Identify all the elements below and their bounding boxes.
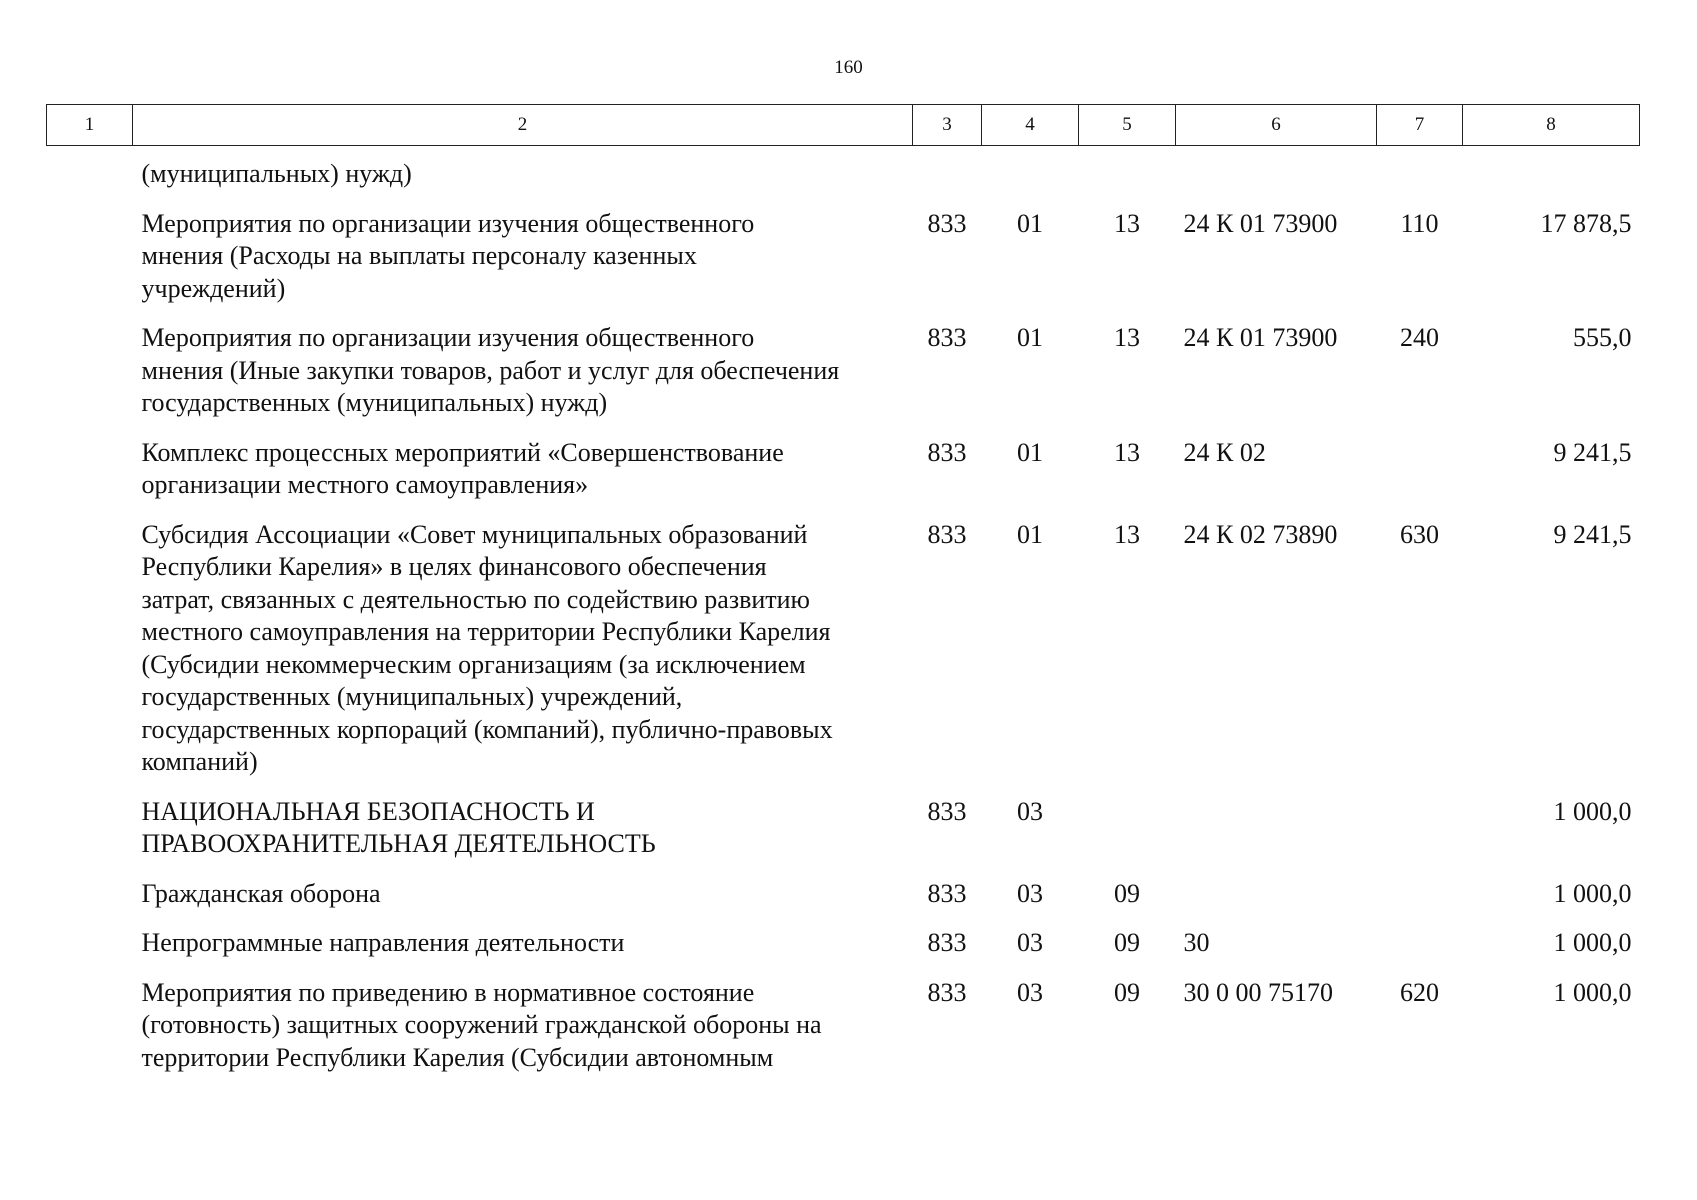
row-name-line: мнения (Расходы на выплаты персоналу казенных (141, 241, 697, 270)
row-grbs-cell: 833 (927, 437, 967, 467)
row-expense-type-cell (1377, 927, 1463, 977)
row-amount-cell: 555,0 (1573, 323, 1632, 352)
row-target-code-cell: 30 0 00 75170 (1183, 977, 1333, 1007)
table-row (47, 927, 1640, 977)
row-name-line: (готовность) защитных сооружений гражданской обороны на (141, 1010, 822, 1039)
row-amount-cell: 1 000,0 (1553, 878, 1632, 908)
row-subsection-cell: 09 (1114, 977, 1140, 1007)
row-name-line: учреждений) (141, 273, 286, 303)
row-amount-cell: 17 878,5 (1540, 208, 1632, 238)
row-target-code-cell (1176, 796, 1377, 878)
row-section-cell: 01 (1017, 437, 1043, 467)
row-name-line: (Субсидии некоммерческим организациям (за исключением (141, 649, 806, 679)
row-name-line: Мероприятия по организации изучения общественного (141, 208, 755, 238)
row-expense-type-cell: 240 (1400, 323, 1439, 352)
row-grbs-cell: 833 (927, 878, 967, 908)
row-subsection-cell: 13 (1114, 437, 1140, 467)
column-header: 4 (982, 105, 1079, 146)
row-number-cell (47, 796, 133, 878)
row-name-line: организации местного самоуправления» (141, 470, 589, 499)
table-row (47, 322, 1640, 437)
table-row (47, 208, 1640, 323)
row-amount-cell: 9 241,5 (1553, 519, 1632, 549)
row-target-code-cell (1176, 146, 1377, 208)
row-grbs-cell: 833 (927, 519, 967, 549)
row-name-cell (133, 437, 913, 519)
row-name-cell (133, 322, 913, 437)
row-expense-type-cell: 110 (1400, 208, 1439, 238)
row-amount-cell: 1 000,0 (1553, 928, 1632, 957)
row-amount-cell (1463, 146, 1640, 208)
row-name-line: государственных (муниципальных) учреждений, (141, 682, 683, 711)
row-name-cell (133, 977, 913, 1092)
row-expense-type-cell (1377, 146, 1463, 208)
row-target-code-cell: 24 К 02 73890 (1183, 519, 1338, 549)
row-amount-cell: 1 000,0 (1553, 977, 1632, 1007)
row-number-cell (47, 927, 133, 977)
column-header: 5 (1079, 105, 1176, 146)
row-name-line: затрат, связанных с деятельностью по содействию развитию (141, 584, 810, 614)
row-expense-type-cell (1377, 878, 1463, 928)
row-subsection-cell: 09 (1114, 878, 1140, 908)
row-name-line: (муниципальных) нужд) (141, 159, 412, 188)
table-row (47, 796, 1640, 878)
table-row (47, 519, 1640, 796)
table-body (47, 146, 1640, 1092)
row-number-cell (47, 322, 133, 437)
row-expense-type-cell (1377, 437, 1463, 519)
row-number-cell (47, 878, 133, 928)
row-section-cell: 01 (1017, 519, 1043, 549)
column-header: 3 (913, 105, 982, 146)
row-name-line: Мероприятия по организации изучения общественного (141, 323, 755, 352)
row-number-cell (47, 208, 133, 323)
row-subsection-cell: 09 (1114, 928, 1140, 957)
row-section-cell: 03 (1017, 977, 1043, 1007)
row-subsection-cell: 13 (1114, 519, 1140, 549)
row-name-line: Республики Карелия» в целях финансового обеспечения (141, 552, 767, 581)
row-target-code-cell: 30 (1183, 928, 1210, 957)
row-grbs-cell: 833 (927, 928, 967, 957)
row-name-line: местного самоуправления на территории Республики Карелия (141, 617, 831, 646)
row-number-cell (47, 437, 133, 519)
row-name-line: мнения (Иные закупки товаров, работ и услуг для обеспечения (141, 355, 840, 385)
page-number: 160 (834, 57, 863, 78)
row-section-cell: 01 (1017, 323, 1043, 352)
table-row (47, 437, 1640, 519)
row-name-line: государственных корпораций (компаний), публично-правовых (141, 714, 833, 744)
row-expense-type-cell: 630 (1400, 519, 1439, 549)
row-name-line: Мероприятия по приведению в нормативное состояние (141, 977, 755, 1007)
table-header-row (47, 105, 1640, 146)
row-subsection-cell (1079, 796, 1176, 878)
row-grbs-cell: 833 (927, 796, 967, 826)
row-target-code-cell (1176, 878, 1377, 928)
row-name-cell (133, 519, 913, 796)
row-section-cell: 01 (1017, 208, 1043, 238)
row-target-code-cell: 24 К 02 (1183, 437, 1266, 467)
row-section-cell: 03 (1017, 878, 1043, 908)
row-expense-type-cell: 620 (1400, 977, 1439, 1007)
row-amount-cell: 9 241,5 (1553, 437, 1632, 467)
table-row (47, 146, 1640, 208)
table-row (47, 878, 1640, 928)
row-subsection-cell (1079, 146, 1176, 208)
row-name-cell (133, 927, 913, 977)
row-name-line: Комплекс процессных мероприятий «Совершенствование (141, 437, 784, 467)
row-number-cell (47, 977, 133, 1092)
table-row (47, 977, 1640, 1092)
row-grbs-cell: 833 (927, 323, 967, 352)
row-name-line: Гражданская оборона (141, 878, 381, 908)
column-header: 2 (133, 105, 913, 146)
column-header: 6 (1176, 105, 1377, 146)
row-grbs-cell: 833 (927, 208, 967, 238)
row-name-line: Субсидия Ассоциации «Совет муниципальных образований (141, 519, 808, 549)
row-expense-type-cell (1377, 796, 1463, 878)
row-name-line: территории Республики Карелия (Субсидии автономным (141, 1042, 774, 1072)
row-section-cell (982, 146, 1079, 208)
column-header: 1 (47, 105, 133, 146)
row-number-cell (47, 519, 133, 796)
row-name-line: НАЦИОНАЛЬНАЯ БЕЗОПАСНОСТЬ И (141, 796, 595, 826)
row-target-code-cell: 24 К 01 73900 (1183, 208, 1338, 238)
row-amount-cell: 1 000,0 (1553, 796, 1632, 826)
row-name-line: ПРАВООХРАНИТЕЛЬНАЯ ДЕЯТЕЛЬНОСТЬ (141, 829, 656, 858)
row-section-cell: 03 (1017, 928, 1043, 957)
row-target-code-cell: 24 К 01 73900 (1183, 323, 1338, 352)
row-name-line: Непрограммные направления деятельности (141, 928, 625, 957)
row-name-cell (133, 796, 913, 878)
budget-table (46, 104, 1640, 1091)
column-header: 7 (1377, 105, 1463, 146)
row-section-cell: 03 (1017, 796, 1043, 826)
row-subsection-cell: 13 (1114, 208, 1140, 238)
row-number-cell (47, 146, 133, 208)
column-header: 8 (1463, 105, 1640, 146)
row-grbs-cell: 833 (927, 977, 967, 1007)
row-name-cell (133, 146, 913, 208)
row-grbs-cell (913, 146, 982, 208)
row-name-cell (133, 878, 913, 928)
row-name-line: компаний) (141, 747, 258, 776)
row-subsection-cell: 13 (1114, 323, 1140, 352)
row-name-cell (133, 208, 913, 323)
row-name-line: государственных (муниципальных) нужд) (141, 388, 608, 417)
